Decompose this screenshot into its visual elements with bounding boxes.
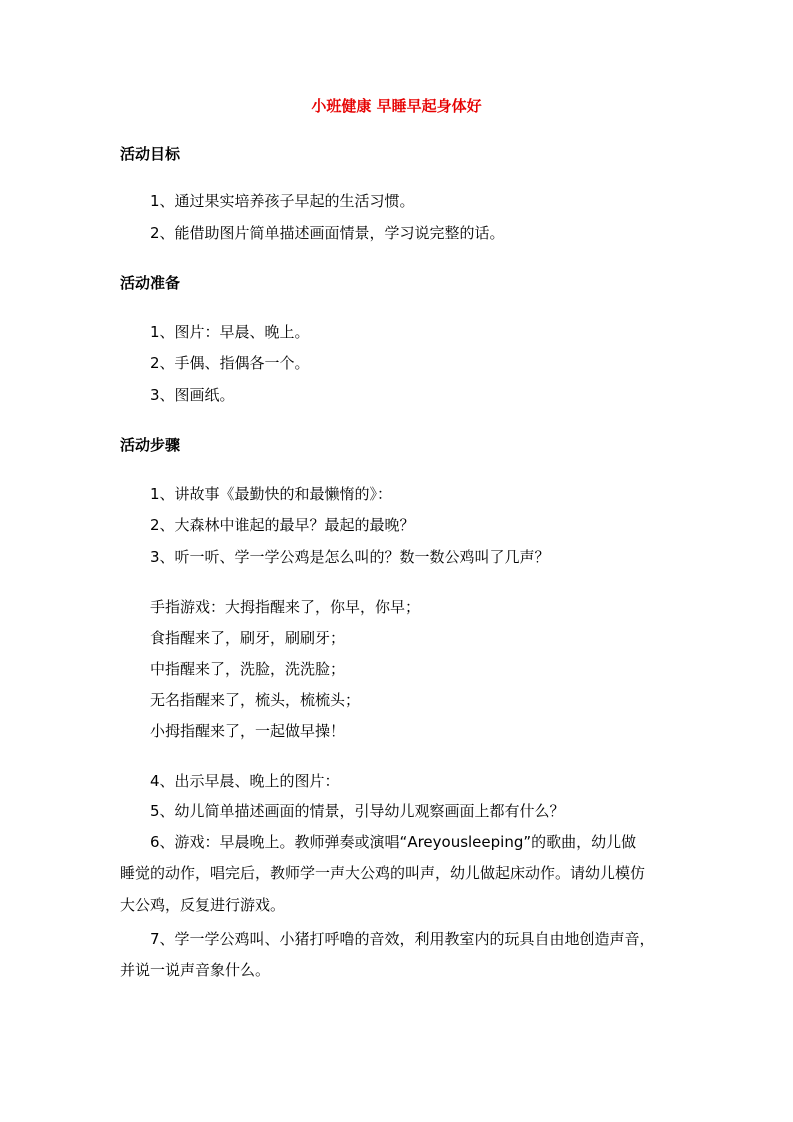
prep-item-2: 2、手偶、指偶各一个。	[150, 354, 310, 372]
rhyme-line-4: 无名指醒来了，梳头，梳梳头；	[150, 691, 361, 709]
step-6-line-1: 6、游戏：早晨晚上。教师弹奏或演唱“Areyousleeping”的歌曲，幼儿做	[150, 833, 637, 851]
rhyme-line-3: 中指醒来了，洗脸，洗洗脸；	[150, 660, 346, 678]
step-item-1: 1、讲故事《最勤快的和最懒惰的》：	[150, 485, 393, 503]
step-7-line-2: 并说一说声音象什么。	[120, 961, 271, 979]
section-heading-steps: 活动步骤	[120, 436, 181, 454]
prep-item-3: 3、图画纸。	[150, 386, 235, 404]
goal-item-1: 1、通过果实培养孩子早起的生活习惯。	[150, 192, 415, 210]
step-item-4: 4、出示早晨、晚上的图片：	[150, 772, 340, 790]
rhyme-line-2: 食指醒来了，刷牙，刷刷牙；	[150, 629, 346, 647]
rhyme-line-5: 小拇指醒来了，一起做早操！	[150, 722, 346, 740]
section-heading-goals: 活动目标	[120, 145, 181, 163]
step-6-line-2: 睡觉的动作，唱完后，教师学一声大公鸡的叫声，幼儿做起床动作。请幼儿模仿	[120, 864, 646, 882]
goal-item-2: 2、能借助图片简单描述画面情景，学习说完整的话。	[150, 224, 505, 242]
step-item-5: 5、幼儿简单描述画面的情景，引导幼儿观察画面上都有什么？	[150, 802, 565, 820]
step-item-2: 2、大森林中谁起的最早？最起的最晚？	[150, 516, 415, 534]
step-item-3: 3、听一听、学一学公鸡是怎么叫的？数一数公鸡叫了几声？	[150, 548, 550, 566]
rhyme-line-1: 手指游戏：大拇指醒来了，你早，你早；	[150, 598, 421, 616]
prep-item-1: 1、图片：早晨、晚上。	[150, 323, 310, 341]
document-title: 小班健康 早睡早起身体好	[311, 97, 482, 115]
step-7-line-1: 7、学一学公鸡叫、小猪打呼噜的音效，利用教室内的玩具自由地创造声音，	[150, 930, 655, 948]
step-6-line-3: 大公鸡，反复进行游戏。	[120, 896, 286, 914]
section-heading-prep: 活动准备	[120, 274, 181, 292]
